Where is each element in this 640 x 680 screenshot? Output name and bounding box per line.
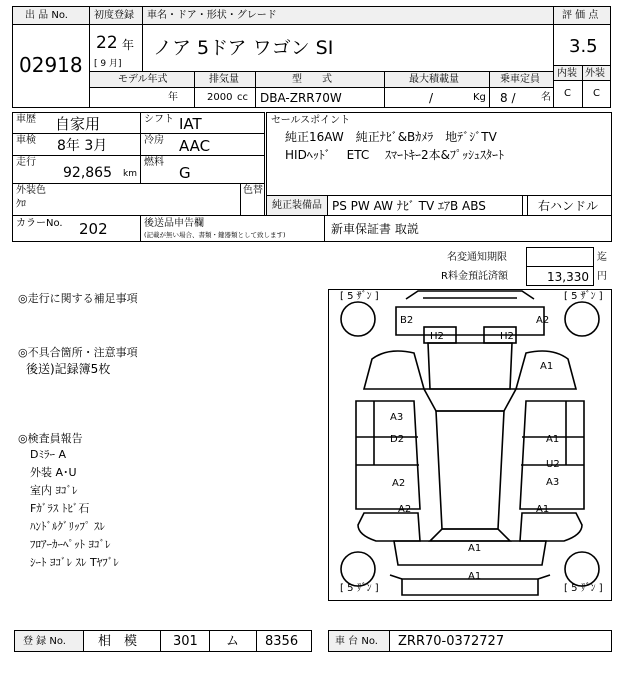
car-name-label: 車名・ドア・形状・グレード — [147, 10, 277, 21]
plate-number-cell — [256, 630, 312, 652]
mileage: 92,865 — [63, 165, 112, 181]
ext-color: ｸﾛ — [16, 199, 26, 210]
ext-color-label: 外装色 — [16, 185, 46, 196]
color-change-label: 色替 — [243, 185, 263, 196]
mark-a2-left: A2 — [392, 478, 406, 489]
mark-a1-right-door: A1 — [546, 434, 560, 445]
plate-kana: ム — [226, 634, 240, 649]
plate-label: 登 録 No. — [23, 636, 66, 647]
mark-a1-right-rear: A1 — [536, 504, 550, 515]
mark-a2-left-rear: A2 — [398, 504, 412, 515]
mark-a1-rear: A1 — [468, 543, 482, 554]
color-no-cell — [12, 215, 141, 242]
car-name-cell — [142, 24, 554, 72]
equip-label: 純正装備品 — [272, 200, 322, 211]
interior-label-cell — [553, 65, 583, 81]
inspector-line: ﾊﾝﾄﾞﾙｸﾞﾘｯﾌﾟ ｽﾚ — [30, 520, 105, 533]
exterior-cell — [582, 80, 611, 108]
inspection-cell — [12, 133, 141, 156]
lot-no-cell — [12, 24, 90, 108]
defects-line: 後送)記録簿5枚 — [26, 362, 111, 376]
plate-kana-cell — [209, 630, 257, 652]
notice-cell — [526, 247, 594, 267]
max-load-label-cell — [384, 71, 490, 88]
plate-class: 301 — [173, 634, 198, 649]
mark-a3-right: A3 — [546, 477, 560, 488]
mileage-cell — [12, 155, 141, 184]
sales-point-line1: 純正16AW 純正ﾅﾋﾞ&Bｶﾒﾗ 地ﾃﾞｼﾞTV — [285, 130, 497, 144]
chassis-label: 車 台 No. — [335, 636, 378, 647]
inspector-title: ◎検査員報告 — [18, 432, 83, 445]
car-name: ノア 5ドア ワゴン SI — [153, 37, 334, 59]
interior-grade: C — [564, 88, 571, 99]
inspection-label: 車検 — [16, 135, 36, 146]
recycle-label: R料金預託済額 — [441, 271, 508, 282]
mark-a2-front: A2 — [536, 315, 550, 326]
shift-label: シフト — [144, 114, 174, 125]
inspection: 8年 3月 — [57, 138, 108, 154]
capacity: 8 / — [500, 91, 516, 105]
lot-no: 02918 — [19, 53, 83, 77]
handle-cell — [527, 195, 612, 216]
reg-year-unit: 年 — [122, 38, 135, 52]
inspector-line: 外装 A･U — [30, 466, 77, 479]
lot-no-label-cell — [12, 6, 90, 25]
shift-cell — [140, 112, 265, 134]
fuel-cell — [140, 155, 265, 184]
mark-u2: U2 — [546, 459, 560, 470]
chassis-no: ZRR70-0372727 — [398, 634, 505, 649]
chassis-cell — [389, 630, 612, 652]
score: 3.5 — [569, 36, 598, 57]
mark-b2: B2 — [400, 315, 414, 326]
aftermarket-note: (記載が無い場合、書類・鍵器類として致します) — [144, 231, 286, 239]
notice-unit: 迄 — [597, 252, 607, 263]
max-load-cell — [384, 87, 490, 108]
first-reg-cell — [89, 24, 143, 72]
exterior-grade: C — [593, 88, 600, 99]
capacity-label: 乗車定員 — [500, 74, 540, 85]
displacement-label: 排気量 — [209, 74, 239, 85]
displacement-unit: cc — [237, 92, 248, 103]
inspector-line: Dﾐﾗｰ A — [30, 448, 66, 461]
model-year-label: モデル年式 — [118, 74, 168, 85]
inspector-lines — [30, 449, 119, 575]
equipment-cell — [327, 195, 523, 216]
defects-title: ◎不具合箇所・注意事項 — [18, 346, 138, 359]
model-year-label-cell — [89, 71, 195, 88]
ac-cell — [140, 133, 265, 156]
notice-label: 名変通知期限 — [447, 252, 507, 263]
ac: AAC — [179, 137, 211, 155]
driving-notes-title: ◎走行に関する補足事項 — [18, 292, 138, 305]
fuel: G — [179, 164, 191, 182]
capacity-label-cell — [489, 71, 554, 88]
mark-a3-left: A3 — [390, 412, 404, 423]
reg-month: [ 9 月] — [94, 59, 122, 69]
plate-label-cell — [14, 630, 84, 652]
capacity-unit: 名 — [541, 92, 551, 103]
history-label: 車歴 — [16, 114, 36, 125]
model-cell — [255, 87, 385, 108]
history-cell — [12, 112, 141, 134]
mileage-label: 走行 — [16, 157, 36, 168]
mark-h2-left: H2 — [430, 331, 444, 342]
warranty-cell — [324, 215, 612, 242]
mark-h2-right: H2 — [500, 331, 514, 342]
inspector-line: Fｶﾞﾗｽ ﾄﾋﾞ石 — [30, 502, 90, 515]
chassis-label-cell — [328, 630, 390, 652]
sales-point-box — [266, 112, 612, 196]
max-load: / — [429, 91, 434, 105]
model-code: DBA-ZRR70W — [260, 91, 342, 105]
tire-label-fl: [ 5 ｻﾞﾝ ] — [340, 291, 379, 302]
interior-label: 内装 — [557, 68, 577, 79]
inspector-line: ｼｰﾄ ﾖｺﾞﾚ ｽﾚ Tﾔﾌﾞﾚ — [30, 556, 119, 569]
model-year-unit: 年 — [168, 92, 178, 103]
first-reg-label-cell — [89, 6, 143, 25]
lot-no-label: 出 品 No. — [25, 10, 68, 21]
max-load-unit: Kg — [473, 92, 486, 103]
aftermarket-cell — [140, 215, 325, 242]
plate-class-cell — [160, 630, 210, 652]
mark-d2: D2 — [390, 434, 405, 445]
plate-region: 相 模 — [98, 634, 138, 649]
tire-label-rr: [ 5 ｻﾞﾝ ] — [564, 583, 603, 594]
model-label-cell — [255, 71, 385, 88]
aftermarket-label: 後送品申告欄 — [144, 218, 204, 229]
handle: 右ハンドル — [538, 199, 599, 213]
ext-color-cell — [12, 183, 241, 216]
score-label-cell — [553, 6, 611, 25]
mark-a1-right-fender: A1 — [540, 361, 554, 372]
inspector-line: ﾌﾛｱｰｶｰﾍﾟｯﾄ ﾖｺﾞﾚ — [30, 538, 111, 551]
max-load-label: 最大積載量 — [409, 74, 459, 85]
car-name-label-cell — [142, 6, 554, 25]
color-no: 202 — [79, 220, 108, 238]
shift: IAT — [179, 115, 202, 133]
score-label: 評 価 点 — [562, 10, 599, 21]
exterior-label-cell — [582, 65, 611, 81]
mark-a1-bumper: A1 — [468, 571, 482, 582]
fuel-label: 燃料 — [144, 157, 164, 168]
exterior-label: 外装 — [585, 68, 605, 79]
recycle-cell — [526, 266, 594, 286]
tire-label-rl: [ 5 ｻﾞﾝ ] — [340, 583, 379, 594]
plate-region-cell — [83, 630, 161, 652]
equipment: PS PW AW ﾅﾋﾞ TV ｴｱB ABS — [332, 199, 486, 213]
model-year-cell — [89, 87, 195, 108]
recycle-unit: 円 — [597, 271, 607, 282]
reg-year: 22 — [96, 33, 118, 53]
displacement-label-cell — [194, 71, 256, 88]
sales-point-line2: HIDﾍｯﾄﾞ ETC ｽﾏｰﾄｷｰ2本&ﾌﾟｯｼｭｽﾀｰﾄ — [285, 148, 505, 162]
inspector-line: 室内 ﾖｺﾞﾚ — [30, 484, 78, 497]
sales-point-title: セールスポイント — [271, 115, 351, 126]
color-no-label: カラーNo. — [16, 218, 63, 229]
history: 自家用 — [55, 115, 101, 133]
color-change-cell — [240, 183, 265, 216]
plate-number: 8356 — [265, 634, 299, 649]
displacement-cell — [194, 87, 256, 108]
car-damage-diagram — [328, 289, 612, 601]
model-label: 型 式 — [292, 74, 332, 85]
first-reg-label: 初度登録 — [94, 10, 134, 21]
interior-cell — [553, 80, 583, 108]
capacity-cell — [489, 87, 554, 108]
equip-label-cell — [266, 195, 328, 216]
tire-label-fr: [ 5 ｻﾞﾝ ] — [564, 291, 603, 302]
ac-label: 冷房 — [144, 135, 164, 146]
score-cell — [553, 24, 611, 66]
recycle-amount: 13,330 — [547, 270, 589, 284]
displacement: 2000 — [207, 92, 233, 103]
mileage-unit: km — [123, 169, 137, 179]
warranty: 新車保証書 取説 — [331, 222, 419, 236]
